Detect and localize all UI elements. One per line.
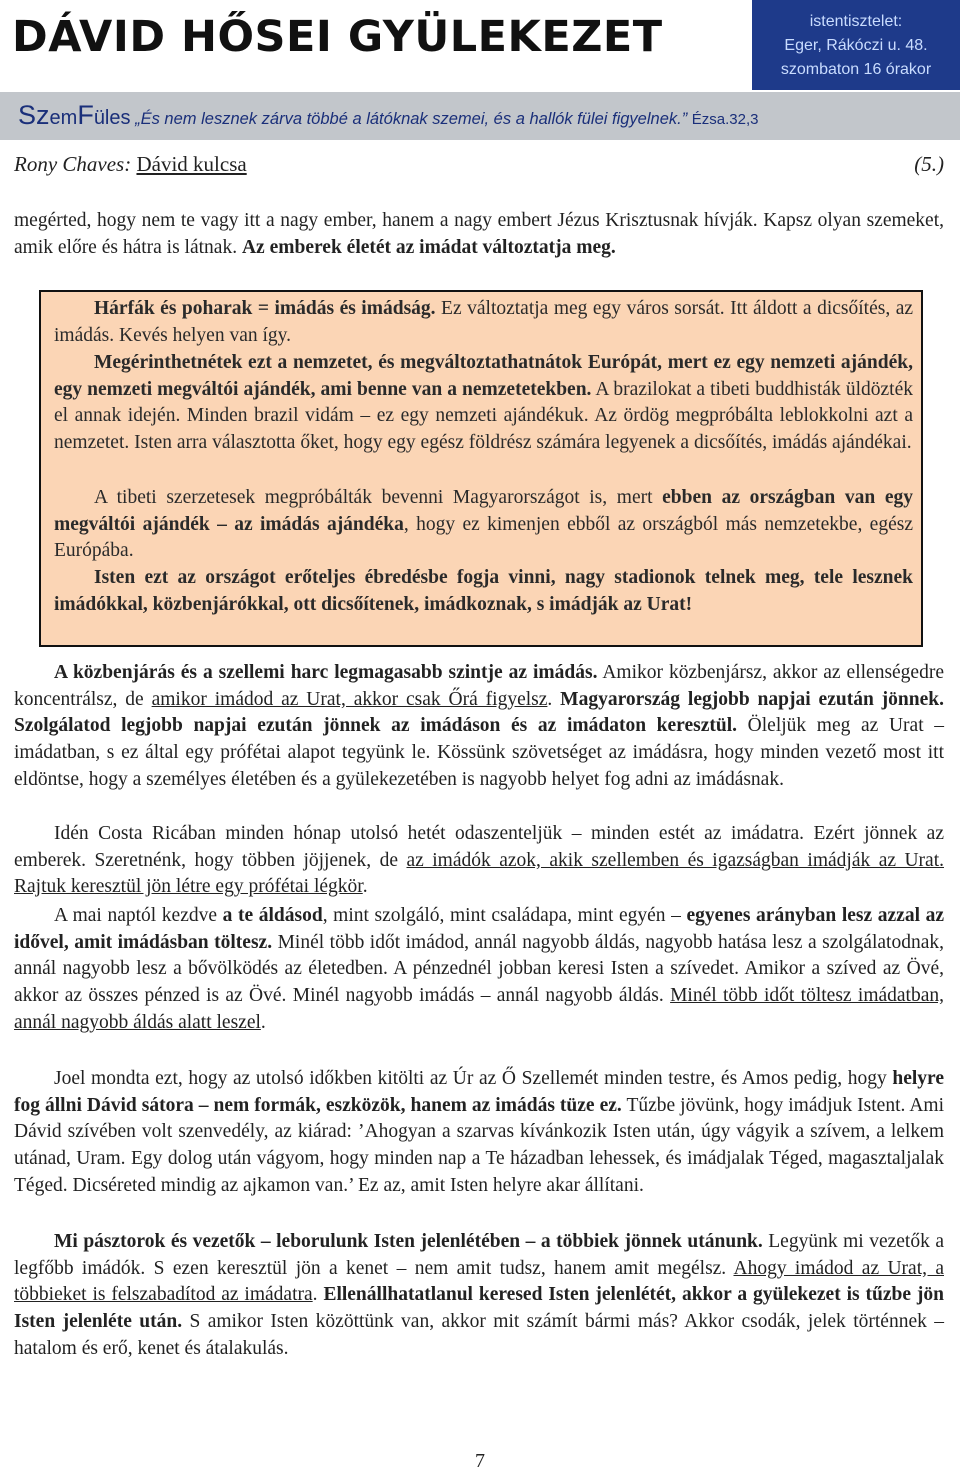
box-paragraph-4: [54, 565, 913, 618]
band-logo-f: F: [77, 100, 94, 130]
text: Amikor közbenjársz, akkor az ellenségedre koncentrálsz, de: [14, 662, 944, 710]
text: .: [547, 688, 561, 710]
bold-text: Megérinthetnétek ezt a nemzetet, és megváltoztathatnátok Európát, mert ez egy nemzeti ajándék, egy nemzeti megváltói ajándék, ami benne van a nemzetetekben.: [54, 352, 913, 400]
article-byline: [14, 152, 944, 177]
bold-text: Mi pásztorok és vezetők – leborulunk Isten jelenlétében – a többiek jönnek utánunk.: [54, 1231, 763, 1252]
info-line-3: szombaton 16 órakor: [780, 61, 932, 78]
service-info-box: [752, 0, 960, 90]
paragraph-4: [14, 903, 944, 1037]
szemfules-band: [0, 92, 960, 140]
band-ref: Ézsa.32,3: [691, 111, 759, 128]
bold-text: A közbenjárás és a szellemi harc legmagasabb szintje az imádás.: [54, 662, 598, 683]
text: Ez változtatja meg egy város sorsát. Itt áldott a dicsőítés, az imádás. Kevés helyen van így.: [54, 298, 914, 346]
underlined-text: amikor imádod az Urat, akkor csak Őrá figyelsz: [151, 688, 548, 710]
paragraph-1: [14, 208, 944, 261]
box-paragraph-1: [54, 296, 913, 349]
part-number: (5.): [914, 152, 944, 176]
text: Öleljük meg az Urat – imádatban, s ez által egy prófétai alapot tegyünk le. Kössünk szövetséget az imádásra, hogy minden vezető most itt eldöntse, hogy a személyes életében és a gyülekezetében is nagyobb helyet fog adni az imádásnak.: [14, 715, 944, 790]
bold-text: a te áldásod: [222, 905, 323, 926]
text: .: [312, 1284, 324, 1306]
bold-text: helyre fog állni Dávid sátora – nem formák, eszközök, hanem az imádás tüze ez.: [14, 1068, 944, 1116]
text: Tűzbe jövünk, hogy imádjuk Istent. Ami Dávid szívében volt szenvedély, az kiárad: ’Ahogyan a szarvas kívánkozik Isten után, úgy vágyik a szívem, a lelkem utánad, Uram. Egy dolog után vágyom, hogy minden nap a Te házadban lehessek, és imádjalak Téged, magasztaljalak Téged. Dicséreted mindig az ajkamon van.’ Ez az, amit Isten helyre akar állítani.: [14, 1094, 944, 1196]
paragraph-3: [14, 821, 944, 901]
text: Idén Costa Ricában minden hónap utolsó hetét odaszenteljük – minden estét az imádatra. Ezért jönnek az emberek. Szeretnénk, hogy többen jöjjenek, de: [14, 823, 944, 871]
box-paragraph-2: [54, 350, 913, 457]
info-line-2: Eger, Rákóczi u. 48.: [784, 37, 928, 54]
page-number: 7: [475, 1450, 485, 1472]
band-logo-ules: üles: [93, 107, 131, 129]
band-quote: „És nem lesznek zárva többé a látóknak szemei, és a hallók fülei figyelnek.”: [130, 110, 692, 128]
text: Legyünk mi vezetők a legfőbb imádók. S ezen keresztül jön a kenet – nem amit tudsz, hanem amit megélsz.: [14, 1231, 944, 1279]
bold-text: Az emberek életét az imádat változtatja meg.: [241, 236, 616, 258]
band-text: [18, 100, 759, 131]
bold-text: ebben az országban van egy megváltói ajándék – az imádás ajándéka: [54, 487, 913, 535]
text: , mint szolgáló, mint családapa, mint egyén –: [322, 905, 687, 926]
text: , hogy ez kimenjen ebből az országból más nemzetekbe, egész Európába.: [54, 513, 913, 562]
underlined-text: az imádók azok, akik szellemben és igazságban imádják az Urat. Rajtuk keresztül jön létre egy prófétai légkör: [14, 849, 944, 898]
paragraph-5: [14, 1066, 944, 1200]
paragraph-6: [14, 1229, 944, 1363]
church-title: DÁVID HŐSEI GYÜLEKEZET: [12, 12, 663, 62]
text: .: [362, 876, 368, 898]
bold-text: egyenes arányban lesz azzal az idővel, amit imádásban töltesz.: [14, 905, 944, 953]
bold-text: Ellenállhatatlanul keresed Isten jelenlétét, akkor a gyülekezet is tűzbe jön Isten jelenléte után.: [14, 1284, 944, 1333]
text: A tibeti szerzetesek megpróbálták bevenni Magyarországot is, mert: [94, 487, 663, 508]
underlined-text: Minél több időt töltesz imádatban, annál nagyobb áldás alatt leszel: [14, 985, 944, 1033]
text: .: [260, 1011, 266, 1033]
text: megérted, hogy nem te vagy itt a nagy ember, hanem a nagy embert Jézus Krisztusnak hívják. Kapsz olyan szemeket, amik előre és hátra is látnak.: [14, 210, 944, 258]
text: Minél több időt imádod, annál nagyobb áldás, nagyobb hatása lesz a szolgálatodnak, annál nagyobb lesz a bővölködés az életedben. A pénzednél jobban keresi Isten a szívedet. Amikor a szíved az Övé, akkor az összes pénzed is az Övé. Minél nagyobb imádás – annál nagyobb áldás.: [14, 931, 944, 1007]
band-logo-em: em: [49, 107, 78, 129]
bold-text: Hárfák és poharak = imádás és imádság.: [94, 298, 436, 319]
text: A mai naptól kezdve: [54, 905, 223, 926]
text: Joel mondta ezt, hogy az utolsó időkben kitölti az Úr az Ő Szellemét minden testre, és Amos pedig, hogy: [54, 1068, 893, 1089]
text: S amikor Isten közöttünk van, akkor mit számít bármi más? Akkor csodák, jelek történnek – hatalom és erő, kenet és átalakulás.: [14, 1311, 944, 1359]
box-paragraph-3: [54, 485, 913, 565]
article-title: Dávid kulcsa: [136, 152, 247, 176]
bold-text: Magyarország legjobb napjai ezután jönnek. Szolgálatod legjobb napjai ezután jönnek az imádáson és az imádaton keresztül.: [14, 688, 944, 737]
band-logo-sz: Sz: [18, 100, 50, 130]
header: [0, 0, 960, 92]
author: Rony Chaves:: [14, 152, 137, 176]
info-line-1: istentisztelet:: [809, 13, 903, 30]
text: A brazilokat a tibeti buddhisták üldözték el annak idején. Minden brazil vidám – ez egy nemzeti ajándékuk. Az ördög megpróbálta leblokkolni azt a nemzetet. Isten arra választotta őket, hogy egy egész földrész számára legyenek a dicsőítés, imádás ajándékai.: [54, 378, 913, 454]
paragraph-2: [14, 660, 944, 794]
underlined-text: Ahogy imádod az Urat, a többieket is felszabadítod az imádatra: [14, 1257, 944, 1306]
bold-text: Isten ezt az országot erőteljes ébredésbe fogja vinni, nagy stadionok telnek meg, tele lesznek imádókkal, közbenjárókkal, ott dicsőítenek, imádkoznak, s imádják az Urat!: [54, 567, 913, 615]
